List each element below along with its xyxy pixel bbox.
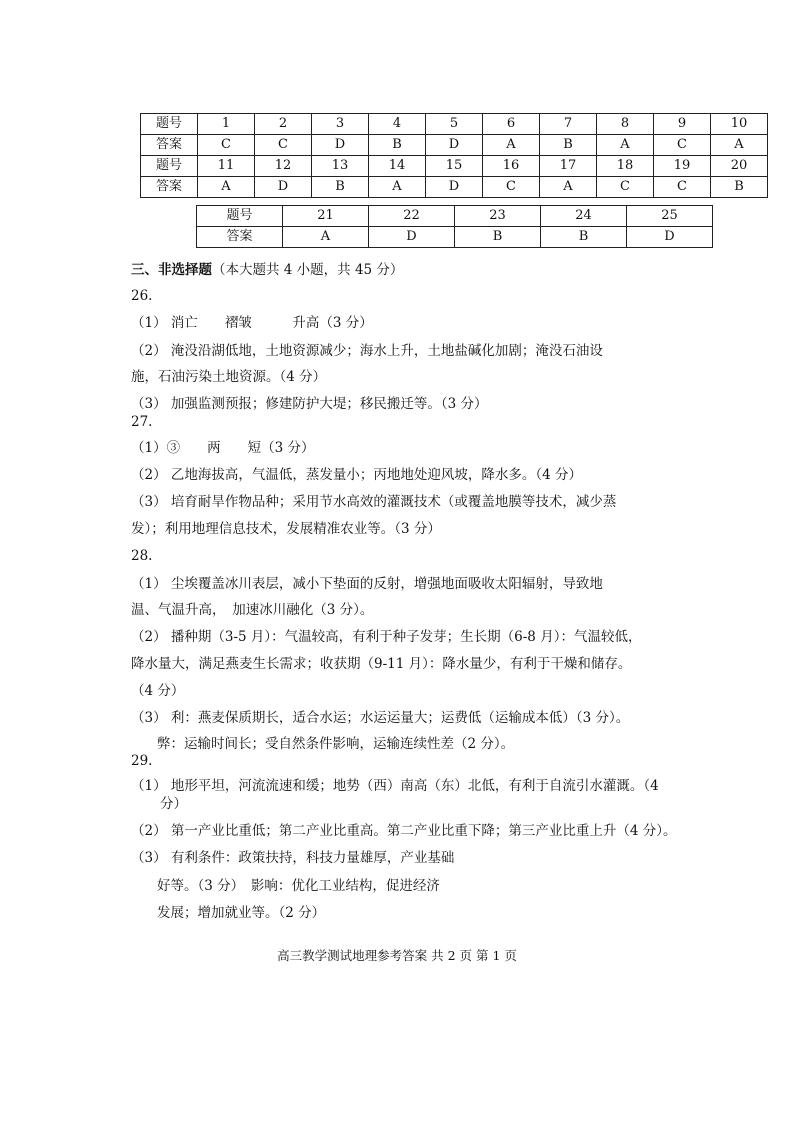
- answer-table-1-cell: 6: [483, 114, 540, 135]
- page-footer: 高三教学测试地理参考答案 共 2 页 第 1 页: [277, 948, 517, 963]
- q28-answer-2: （2） 播种期（3-5 月）：气温较高，有利于种子发芽；生长期（6-8 月）：气温较低，: [131, 629, 642, 645]
- answer-table-1-cell: 10: [711, 114, 768, 135]
- answer-table-1-cell: A: [711, 135, 768, 156]
- answer-table-2-row: [197, 206, 713, 227]
- answer-table-1-row: [141, 114, 768, 135]
- q28-answer-3: （3） 利：燕麦保质期长，适合水运；水运运量大；运费低（运输成本低）（3 分）。: [131, 710, 630, 726]
- answer-table-1-cell: D: [312, 135, 369, 156]
- q28-answer-3-cont: 弊：运输时间长；受自然条件影响，运输连续性差（2 分）。: [157, 736, 515, 752]
- q29-answer-3-cont: 好等。（3 分） 影响：优化工业结构，促进经济: [157, 878, 440, 894]
- answer-table-1-cell: A: [369, 177, 426, 198]
- answer-table-2-row-header: 题号: [197, 206, 283, 227]
- answer-table-1-cell: C: [654, 135, 711, 156]
- answer-table-1-cell: A: [483, 135, 540, 156]
- answer-table-1-cell: A: [198, 177, 255, 198]
- answer-table-1-cell: 8: [597, 114, 654, 135]
- answer-table-1-cell: 9: [654, 114, 711, 135]
- answer-table-1-cell: C: [255, 135, 312, 156]
- question-26-number: 26.: [131, 288, 153, 304]
- q26-answer-3: （3） 加强监测预报；修建防护大堤；移民搬迁等。（3 分）: [131, 396, 488, 412]
- q29-answer-1-cont: 分）: [160, 796, 187, 812]
- q27-answer-3: （3） 培育耐旱作物品种；采用节水高效的灌溉技术（或覆盖地膜等技术，减少蒸: [131, 494, 617, 510]
- answer-table-2-cell: B: [455, 227, 541, 248]
- answer-table-1-cell: 16: [483, 156, 540, 177]
- answer-table-21-25: [196, 205, 713, 248]
- answer-table-1-cell: 1: [198, 114, 255, 135]
- answer-table-1-row-header: 题号: [141, 156, 198, 177]
- answer-table-1-cell: 15: [426, 156, 483, 177]
- answer-table-1-cell: 18: [597, 156, 654, 177]
- answer-table-2-cell: 21: [283, 206, 369, 227]
- section-3-note: （本大题共 4 小题，共 45 分）: [212, 262, 404, 278]
- q28-answer-1-cont: 温、气温升高， 加速冰川融化（3 分）。: [131, 602, 374, 618]
- answer-table-1-20: [140, 113, 768, 198]
- q28-answer-2-score: （4 分）: [131, 683, 185, 699]
- answer-table-1-row-header: 题号: [141, 114, 198, 135]
- section-3-title: 三、非选择题: [131, 262, 212, 278]
- answer-table-1-cell: C: [483, 177, 540, 198]
- answer-table-1-cell: A: [540, 177, 597, 198]
- q29-answer-3: （3） 有利条件：政策扶持，科技力量雄厚，产业基础: [131, 850, 455, 866]
- q26-answer-2-cont: 施，石油污染土地资源。（4 分）: [131, 369, 327, 385]
- answer-table-1-cell: 12: [255, 156, 312, 177]
- answer-table-1-row: [141, 156, 768, 177]
- q29-answer-1: （1） 地形平坦，河流流速和缓；地势（西）南高（东）北低，有利于自流引水灌溉。（4: [131, 778, 659, 794]
- answer-table-1-row-header: 答案: [141, 135, 198, 156]
- answer-table-2-row: [197, 227, 713, 248]
- answer-table-1-cell: B: [312, 177, 369, 198]
- question-29-number: 29.: [131, 753, 153, 769]
- q26-answer-2: （2） 淹没沿湖低地，土地资源减少；海水上升，土地盐碱化加剧；淹没石油设: [131, 343, 603, 359]
- answer-table-1-cell: 3: [312, 114, 369, 135]
- answer-table-1-cell: 7: [540, 114, 597, 135]
- answer-table-2-row-header: 答案: [197, 227, 283, 248]
- answer-table-1-cell: C: [597, 177, 654, 198]
- answer-table-1-cell: C: [198, 135, 255, 156]
- question-27-number: 27.: [131, 414, 153, 430]
- answer-table-1-cell: D: [426, 177, 483, 198]
- answer-table-1-cell: 19: [654, 156, 711, 177]
- answer-table-1-cell: B: [369, 135, 426, 156]
- answer-table-1-cell: A: [597, 135, 654, 156]
- answer-table-2-cell: D: [627, 227, 713, 248]
- answer-table-1-cell: D: [255, 177, 312, 198]
- answer-table-1-row-header: 答案: [141, 177, 198, 198]
- answer-table-1-cell: C: [654, 177, 711, 198]
- answer-table-1-cell: D: [426, 135, 483, 156]
- section-3-heading: [131, 261, 403, 279]
- answer-table-1-cell: 17: [540, 156, 597, 177]
- answer-table-1-cell: B: [540, 135, 597, 156]
- answer-table-1-cell: B: [711, 177, 768, 198]
- answer-table-2-cell: B: [541, 227, 627, 248]
- answer-table-2-cell: A: [283, 227, 369, 248]
- answer-table-1-cell: 4: [369, 114, 426, 135]
- answer-table-2-cell: 25: [627, 206, 713, 227]
- q26-answer-1: （1） 消亡 褶皱 升高（3 分）: [131, 315, 373, 331]
- answer-table-2-body: [197, 206, 713, 248]
- q28-answer-1: （1） 尘埃覆盖冰川表层，减小下垫面的反射，增强地面吸收太阳辐射，导致地: [131, 576, 603, 592]
- answer-table-1-cell: 20: [711, 156, 768, 177]
- answer-table-1-cell: 2: [255, 114, 312, 135]
- question-28-number: 28.: [131, 548, 153, 564]
- answer-table-2-cell: D: [369, 227, 455, 248]
- answer-table-1-row: [141, 135, 768, 156]
- answer-table-1-cell: 13: [312, 156, 369, 177]
- answer-table-1-row: [141, 177, 768, 198]
- q29-answer-3-end: 发展；增加就业等。（2 分）: [157, 905, 326, 921]
- answer-table-1-cell: 5: [426, 114, 483, 135]
- answer-table-1-body: [141, 114, 768, 198]
- answer-table-2-cell: 22: [369, 206, 455, 227]
- q27-answer-3-cont: 发）；利用地理信息技术，发展精准农业等。（3 分）: [131, 521, 441, 537]
- q29-answer-2: （2） 第一产业比重低；第二产业比重高。第二产业比重下降；第三产业比重上升（4 分）。: [131, 823, 677, 839]
- answer-table-2-cell: 23: [455, 206, 541, 227]
- answer-table-1-cell: 14: [369, 156, 426, 177]
- q27-answer-1: （1）③ 两 短（3 分）: [131, 440, 315, 456]
- answer-table-1-cell: 11: [198, 156, 255, 177]
- answer-table-2-cell: 24: [541, 206, 627, 227]
- q27-answer-2: （2） 乙地海拔高，气温低，蒸发量小；丙地地处迎风坡，降水多。（4 分）: [131, 467, 583, 483]
- q28-answer-2-cont: 降水量大，满足燕麦生长需求；收获期（9-11 月）：降水量少，有利于干燥和储存。: [131, 656, 632, 672]
